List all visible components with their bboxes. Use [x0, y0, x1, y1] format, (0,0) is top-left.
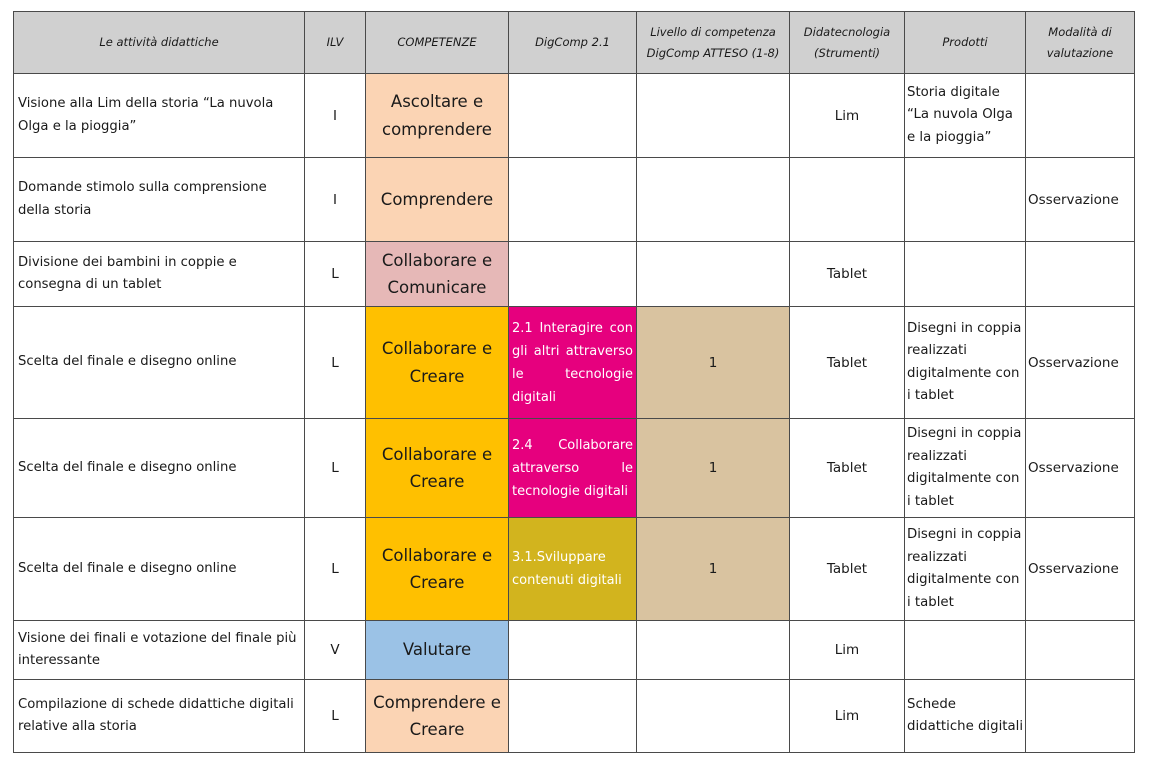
- strumenti-text: Tablet: [826, 561, 868, 577]
- digcomp-cell: [509, 680, 637, 753]
- competenza-cell: [366, 518, 509, 621]
- digcomp-cell: [509, 419, 637, 518]
- header-modalita: Modalità di valutazione: [1026, 11, 1135, 74]
- activity-cell: [13, 419, 305, 518]
- valutazione-cell: [1026, 242, 1135, 307]
- activity-text: Scelta del finale e disegno online: [18, 459, 237, 475]
- ilv-cell: [305, 518, 366, 621]
- livello-cell: [637, 158, 790, 242]
- strumenti-cell: [790, 518, 905, 621]
- prodotti-text: Storia digitale “La nuvola Olga e la pioggia”: [907, 84, 1013, 145]
- ilv-cell: [305, 74, 366, 158]
- activity-text: Compilazione di schede didattiche digitali relative alla storia: [18, 696, 294, 734]
- valutazione-cell: [1026, 158, 1135, 242]
- ilv-cell: [305, 621, 366, 680]
- livello-cell: [637, 518, 790, 621]
- activity-text: Scelta del finale e disegno online: [18, 354, 237, 370]
- strumenti-cell: [790, 158, 905, 242]
- prodotti-cell: [905, 518, 1026, 621]
- livello-cell: [637, 419, 790, 518]
- valutazione-text: Osservazione: [1028, 561, 1119, 577]
- digcomp-cell: [509, 307, 637, 419]
- competenza-cell: [366, 242, 509, 307]
- valutazione-text: Osservazione: [1028, 354, 1119, 371]
- ilv-text: L: [331, 460, 339, 476]
- strumenti-cell: [790, 74, 905, 158]
- competenza-text: Ascoltare e comprendere: [382, 92, 492, 139]
- competenza-text: Collaborare e Comunicare: [381, 250, 493, 297]
- activity-text: Visione dei finali e votazione del finale più interessante: [18, 630, 297, 668]
- livello-cell: [637, 74, 790, 158]
- activity-cell: [13, 158, 305, 242]
- activity-cell: [13, 74, 305, 158]
- strumenti-cell: [790, 307, 905, 419]
- valutazione-cell: [1026, 680, 1135, 753]
- lesson-plan-table: [13, 11, 1135, 753]
- competenza-cell: [366, 419, 509, 518]
- digcomp-text: 3.1.Sviluppare contenuti digitali: [512, 550, 622, 588]
- activity-cell: [13, 307, 305, 419]
- livello-text: 1: [708, 354, 718, 371]
- prodotti-text: Disegni in coppia realizzati digitalmente con i tablet: [907, 320, 1022, 403]
- activity-text: Domande stimolo sulla comprensione della storia: [18, 180, 267, 218]
- prodotti-cell: [905, 242, 1026, 307]
- valutazione-cell: [1026, 74, 1135, 158]
- prodotti-cell: [905, 74, 1026, 158]
- valutazione-cell: [1026, 419, 1135, 518]
- header-competenze: COMPETENZE: [366, 11, 509, 74]
- ilv-cell: [305, 158, 366, 242]
- digcomp-cell: [509, 74, 637, 158]
- header-didatecnologia: Didatecnologia (Strumenti): [790, 11, 905, 74]
- strumenti-cell: [790, 242, 905, 307]
- strumenti-text: Tablet: [826, 354, 868, 371]
- header-livello: Livello di competenza DigComp ATTESO (1-8): [637, 11, 790, 74]
- strumenti-cell: [790, 419, 905, 518]
- digcomp-cell: [509, 621, 637, 680]
- competenza-text: Comprendere: [380, 189, 494, 209]
- header-activities: Le attività didattiche: [13, 11, 305, 74]
- prodotti-cell: [905, 621, 1026, 680]
- strumenti-cell: [790, 680, 905, 753]
- ilv-cell: [305, 680, 366, 753]
- livello-cell: [637, 242, 790, 307]
- prodotti-cell: [905, 158, 1026, 242]
- prodotti-cell: [905, 680, 1026, 753]
- ilv-text: V: [330, 642, 340, 658]
- activity-cell: [13, 621, 305, 680]
- prodotti-text: Disegni in coppia realizzati digitalmente con i tablet: [907, 426, 1022, 509]
- ilv-text: L: [331, 266, 339, 282]
- competenza-cell: [366, 621, 509, 680]
- prodotti-cell: [905, 419, 1026, 518]
- competenza-text: Collaborare e Creare: [381, 444, 493, 491]
- livello-text: 1: [708, 460, 718, 476]
- header-prodotti: Prodotti: [905, 11, 1026, 74]
- strumenti-text: Tablet: [826, 460, 868, 476]
- prodotti-cell: [905, 307, 1026, 419]
- ilv-text: L: [331, 708, 339, 724]
- livello-cell: [637, 621, 790, 680]
- digcomp-cell: [509, 158, 637, 242]
- ilv-cell: [305, 242, 366, 307]
- competenza-cell: [366, 74, 509, 158]
- competenza-text: Collaborare e Creare: [381, 339, 493, 386]
- strumenti-text: Lim: [834, 708, 860, 724]
- prodotti-text: Schede didattiche digitali: [907, 696, 1024, 734]
- livello-text: 1: [708, 561, 718, 577]
- strumenti-cell: [790, 621, 905, 680]
- digcomp-cell: [509, 242, 637, 307]
- ilv-cell: [305, 419, 366, 518]
- valutazione-text: Osservazione: [1028, 191, 1119, 208]
- strumenti-text: Lim: [834, 642, 860, 658]
- activity-cell: [13, 518, 305, 621]
- competenza-cell: [366, 307, 509, 419]
- valutazione-cell: [1026, 307, 1135, 419]
- ilv-cell: [305, 307, 366, 419]
- livello-cell: [637, 307, 790, 419]
- competenza-text: Valutare: [402, 640, 472, 660]
- digcomp-text: 2.4 Collaborare attraverso le tecnologie digitali: [512, 437, 633, 499]
- prodotti-text: Disegni in coppia realizzati digitalmente con i tablet: [907, 527, 1022, 610]
- competenza-text: Comprendere e Creare: [373, 692, 501, 739]
- livello-cell: [637, 680, 790, 753]
- activity-cell: [13, 242, 305, 307]
- valutazione-text: Osservazione: [1028, 460, 1119, 476]
- ilv-text: L: [331, 354, 339, 371]
- ilv-text: I: [333, 191, 337, 208]
- activity-cell: [13, 680, 305, 753]
- competenza-cell: [366, 158, 509, 242]
- header-ilv: ILV: [305, 11, 366, 74]
- strumenti-text: Tablet: [826, 266, 868, 282]
- competenza-cell: [366, 680, 509, 753]
- ilv-text: I: [333, 107, 337, 124]
- activity-text: Divisione dei bambini in coppie e consegna di un tablet: [18, 254, 237, 292]
- header-digcomp: DigComp 2.1: [509, 11, 637, 74]
- valutazione-cell: [1026, 518, 1135, 621]
- digcomp-text: 2.1 Interagire con gli altri attraverso le tecnologie digitali: [512, 320, 633, 405]
- digcomp-cell: [509, 518, 637, 621]
- valutazione-cell: [1026, 621, 1135, 680]
- activity-text: Visione alla Lim della storia “La nuvola Olga e la pioggia”: [18, 96, 274, 134]
- strumenti-text: Lim: [834, 107, 860, 124]
- ilv-text: L: [331, 561, 339, 577]
- activity-text: Scelta del finale e disegno online: [18, 560, 237, 576]
- competenza-text: Collaborare e Creare: [381, 545, 493, 592]
